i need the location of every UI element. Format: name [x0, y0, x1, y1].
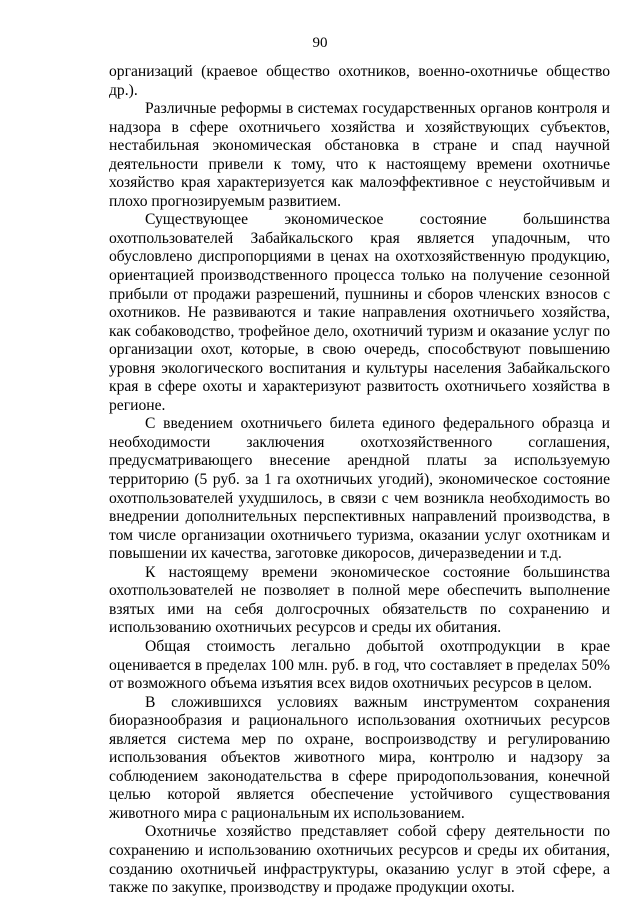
- paragraph-current-state: К настоящему времени экономическое состояние большинства охотпользователей не позволяет в полной мере обеспечить выполнение взятых ими на себя долгосрочных обязательств по сохранению и использованию охотничьих ресурсов и среды их обитания.: [109, 563, 610, 637]
- paragraph-total-value: Общая стоимость легально добытой охотпродукции в крае оценивается в пределах 100 млн. руб. в год, что составляет в пределах 50% от возможного объема изъятия всех видов охотничьих ресурсов в целом.: [109, 637, 610, 693]
- paragraph-reforms: Различные реформы в системах государственных органов контроля и надзора в сфере охотничьего хозяйства и хозяйствующих субъектов, нестабильная экономическая обстановка в стране и спад научной деятельности привели к тому, что к настоящему времени охотничье хозяйство края характеризуется как малоэффективное с неустойчивым и плохо прогнозируемым развитием.: [109, 100, 610, 210]
- paragraph-hunting-license: С введением охотничьего билета единого федерального образца и необходимости заключения охотхозяйственного соглашения, предусматривающего внесение арендной платы за используемую территорию (5 руб. за 1 га охотничьих угодий), экономическое состояние охотпользователей ухудшилось, в связи с чем возникла необходимость во внедрении дополнительных перспективных направлений производства, в том числе организации охотничьего туризма, оказании услуг охотникам и повышении их качества, заготовке дикоросов, дичеразведении и т.д.: [109, 415, 610, 563]
- document-body: [109, 63, 610, 898]
- paragraph-continuation: организаций (краевое общество охотников, военно-охотничье общество др.).: [109, 63, 610, 99]
- paragraph-definition: Охотничье хозяйство представляет собой сферу деятельности по сохранению и использованию охотничьих ресурсов и среды их обитания, созданию охотничьей инфраструктуры, оказанию услуг в этой сфере, а также по закупке, производству и продаже продукции охоты.: [109, 823, 610, 897]
- page-number: 90: [312, 35, 328, 51]
- paragraph-instrument: В сложившихся условиях важным инструментом сохранения биоразнообразия и рационального использования охотничьих ресурсов является система мер по охране, воспроизводству и регулированию использования объектов животного мира, контролю и надзору за соблюдением законодательства в сфере природопользования, конечной целью которой является обеспечение устойчивого существования животного мира с рациональным их использованием.: [109, 693, 610, 822]
- paragraph-economic-state: Существующее экономическое состояние большинства охотпользователей Забайкальского края является упадочным, что обусловлено диспропорциями в ценах на охотхозяйственную продукцию, ориентацией производственного процесса только на получение сезонной прибыли от продажи разрешений, пушнины и сборов членских взносов с охотников. Не развиваются и такие направления охотничьего хозяйства, как собаководство, трофейное дело, охотничий туризм и оказание услуг по организации охот, которые, в свою очередь, способствуют повышению уровня экологического воспитания и культуры населения Забайкальского края в сфере охоты и характеризуют развитость охотничьего хозяйства в регионе.: [109, 211, 610, 414]
